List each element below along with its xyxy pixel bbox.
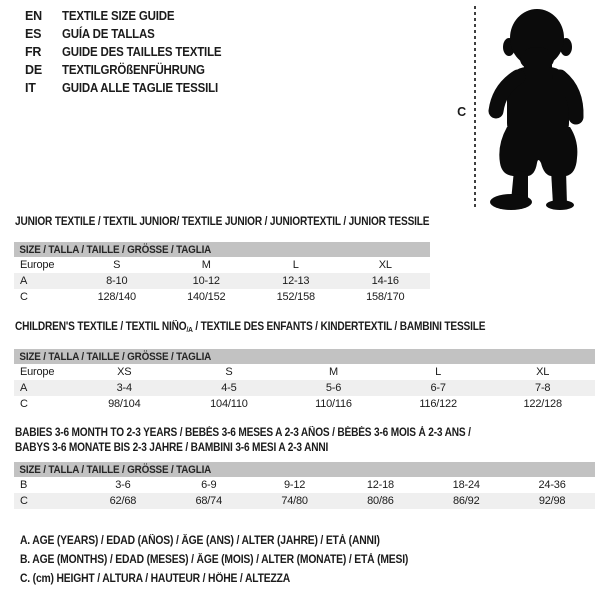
section-title-babies-line1: BABIES 3-6 MONTH TO 2-3 YEARS / BEBÉS 3-6 MESES A 2-3 AÑOS / BÉBÉS 3-6 MOIS À 2-3 ANS / (15, 427, 471, 439)
section-title-junior: JUNIOR TEXTILE / TEXTIL JUNIOR/ TEXTILE JUNIOR / JUNIORTEXTIL / JUNIOR TESSILE (15, 216, 430, 228)
cell: 5-6 (325, 382, 342, 394)
height-dotted-line (474, 6, 476, 207)
cell: 8-10 (106, 275, 128, 287)
footnote-height-cm: C. (cm) HEIGHT / ALTURA / HAUTEUR / HÖHE / ALTEZZA (20, 572, 291, 585)
cell: 4-5 (221, 382, 237, 394)
table-row-age (14, 380, 595, 396)
cell: 18-24 (452, 479, 480, 491)
table-row-months (14, 477, 595, 493)
row-label: A (20, 382, 28, 394)
cell: 12-18 (366, 479, 394, 491)
language-code: DE (25, 63, 42, 77)
row-label: B (20, 479, 28, 491)
row-label: C (20, 495, 28, 507)
cell: M (329, 366, 338, 378)
cell: 140/152 (187, 291, 226, 303)
guide-title-en: TEXTILE SIZE GUIDE (62, 9, 175, 23)
cell: M (201, 259, 211, 271)
cell: XS (117, 366, 132, 378)
table-row-height (14, 396, 595, 412)
footnotes (20, 531, 451, 588)
section-title-children (15, 320, 485, 337)
footnote-age-months: B. AGE (MONTHS) / EDAD (MESES) / ÂGE (MOIS) / ALTER (MONATE) / ETÀ (MESI) (20, 553, 409, 566)
cell: 98/104 (108, 398, 141, 410)
size-header-bar (14, 349, 595, 364)
cell: 80/86 (367, 495, 394, 507)
cell: 152/158 (276, 291, 315, 303)
cell: 62/68 (109, 495, 137, 507)
row-label: Europe (20, 366, 55, 378)
guide-title-es: GUÍA DE TALLAS (62, 27, 155, 41)
table-row-height (14, 289, 430, 305)
size-table-junior (14, 242, 430, 305)
language-code: FR (25, 45, 42, 59)
language-row-es (25, 25, 235, 43)
table-row-europe (14, 257, 430, 273)
section-title-babies-line2: BABYS 3-6 MONATE BIS 2-3 JAHRE / BAMBINI 3-6 MESI A 2-3 ANNI (15, 442, 329, 454)
cell: 74/80 (281, 495, 308, 507)
cell: 158/170 (366, 291, 405, 303)
table-row-age (14, 273, 430, 289)
row-label: C (20, 291, 28, 303)
guide-title-de: TEXTILGRÖßENFÜHRUNG (62, 63, 205, 77)
cell: 116/122 (419, 398, 457, 410)
cell: 86/92 (452, 495, 480, 507)
cell: 122/128 (523, 398, 562, 410)
cell: 6-9 (201, 479, 217, 491)
height-measure-label: C (457, 105, 466, 119)
guide-title-fr: GUIDE DES TAILLES TEXTILE (62, 45, 222, 59)
cell: 24-36 (538, 479, 566, 491)
section-title-children-post: / TEXTILE DES ENFANTS / KINDERTEXTIL / BAMBINI TESSILE (192, 321, 486, 333)
cell: 9-12 (283, 479, 306, 491)
cell: 104/110 (210, 398, 248, 410)
footnote-age-years: A. AGE (YEARS) / EDAD (AÑOS) / ÂGE (ANS) / ALTER (JAHRE) / ETÀ (ANNI) (20, 534, 380, 547)
cell: 14-16 (371, 275, 399, 287)
size-header-label: SIZE / TALLA / TAILLE / GRÖSSE / TAGLIA (19, 463, 212, 476)
row-label: Europe (20, 259, 55, 271)
table-row-height (14, 493, 595, 509)
language-code: EN (25, 9, 42, 23)
language-row-en (25, 7, 235, 25)
language-code: IT (25, 81, 36, 95)
row-label: C (20, 398, 28, 410)
cell: 128/140 (97, 291, 136, 303)
size-table-babies (14, 462, 595, 509)
language-row-it (25, 79, 235, 97)
row-label: A (20, 275, 28, 287)
cell: XL (536, 366, 550, 378)
size-header-bar (14, 462, 595, 477)
cell: 110/116 (315, 398, 352, 410)
section-title-children-pre: CHILDREN'S TEXTILE / TEXTIL NIÑO (15, 321, 187, 333)
cell: 68/74 (195, 495, 222, 507)
size-header-label: SIZE / TALLA / TAILLE / GRÖSSE / TAGLIA (19, 243, 212, 256)
size-table-children (14, 349, 595, 412)
cell: L (435, 366, 442, 378)
cell: 12-13 (282, 275, 310, 287)
section-title-babies (15, 426, 533, 456)
size-header-bar (14, 242, 430, 257)
section-title-children-sub: /A (186, 325, 193, 334)
guide-title-it: GUIDA ALLE TAGLIE TESSILI (62, 81, 218, 95)
language-code: ES (25, 27, 42, 41)
cell: 6-7 (430, 382, 446, 394)
cell: 92/98 (538, 495, 566, 507)
cell: S (225, 366, 233, 378)
size-header-label: SIZE / TALLA / TAILLE / GRÖSSE / TAGLIA (19, 350, 212, 363)
cell: 3-6 (115, 479, 131, 491)
cell: 7-8 (535, 382, 551, 394)
cell: L (292, 259, 299, 271)
cell: 3-4 (116, 382, 132, 394)
language-list (25, 7, 235, 97)
table-row-europe (14, 364, 595, 380)
cell: 10-12 (192, 275, 220, 287)
baby-silhouette-icon (480, 5, 600, 210)
cell: S (113, 259, 121, 271)
language-row-de (25, 61, 235, 79)
language-row-fr (25, 43, 235, 61)
cell: XL (378, 259, 392, 271)
